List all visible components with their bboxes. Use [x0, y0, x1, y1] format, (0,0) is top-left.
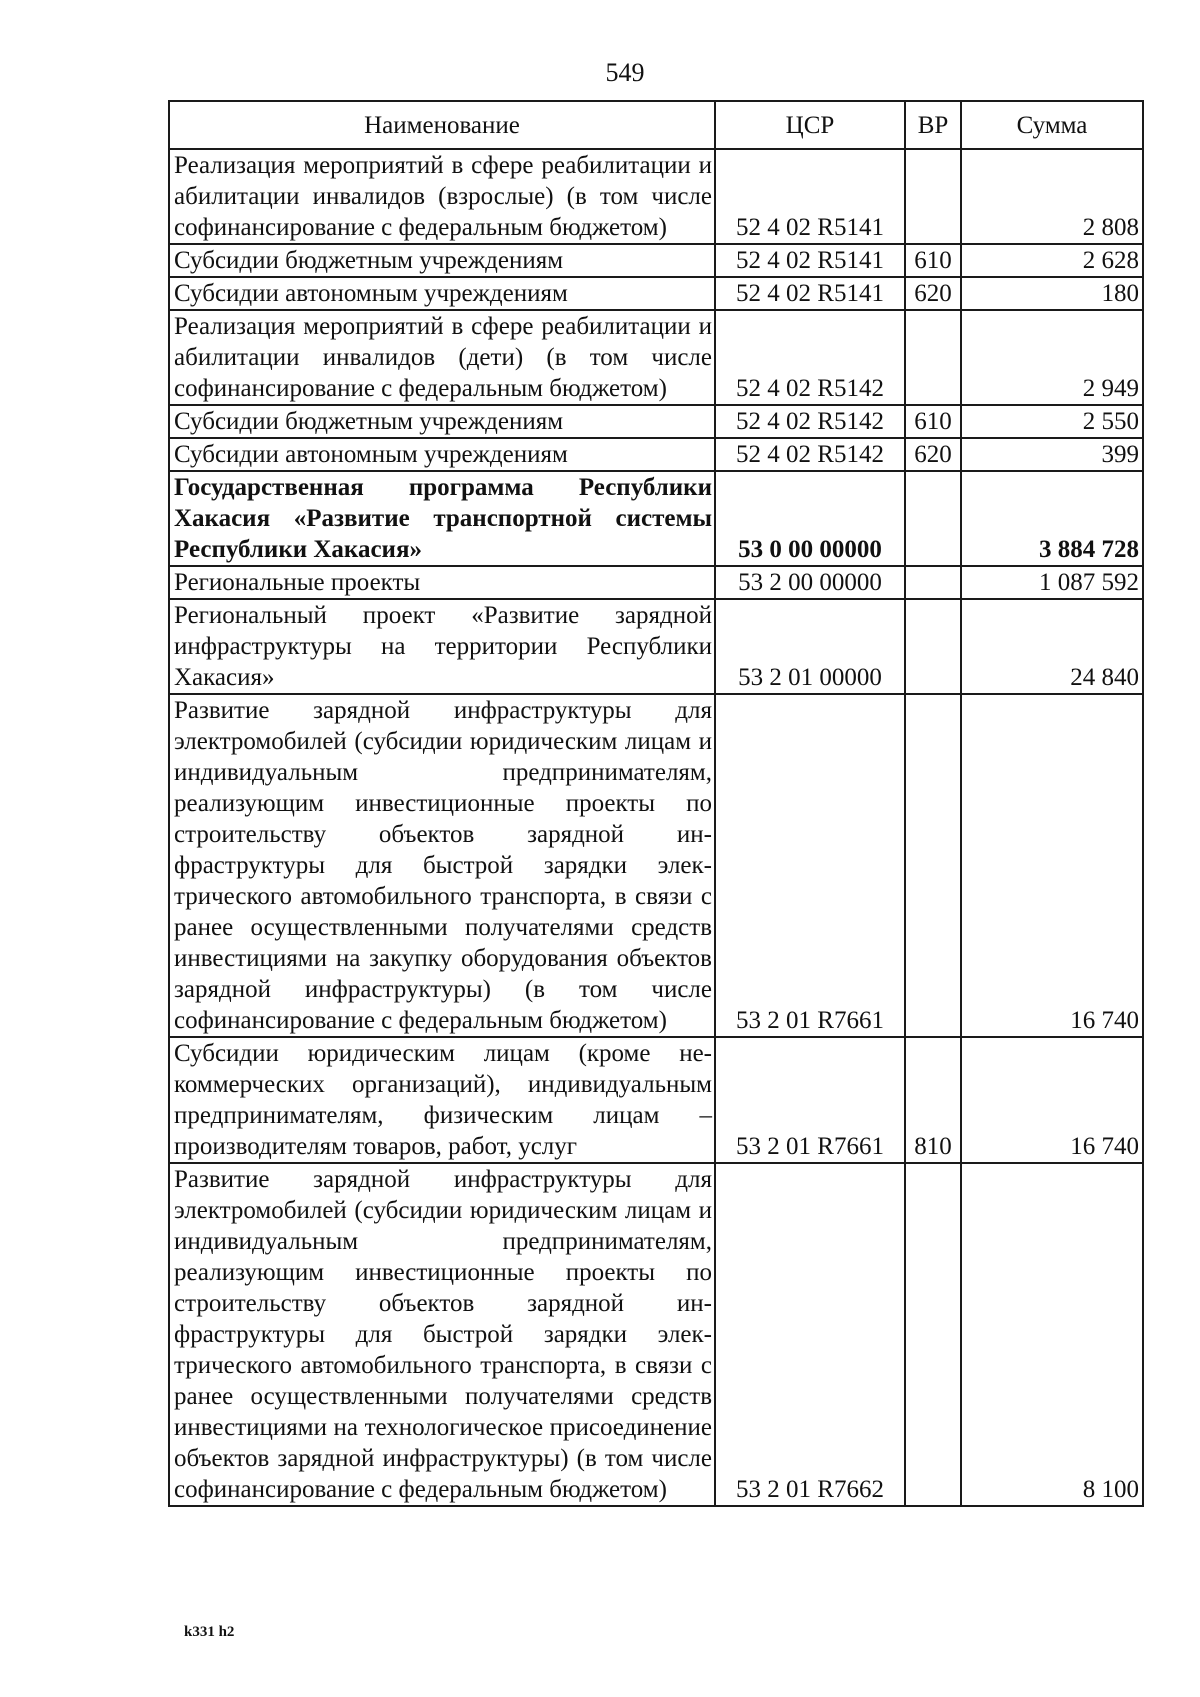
row-sum: 16 740	[961, 694, 1143, 1037]
row-csr: 53 2 01 R7661	[715, 1037, 905, 1163]
row-vr	[905, 310, 961, 405]
row-sum: 180	[961, 277, 1143, 310]
row-sum: 2 550	[961, 405, 1143, 438]
row-name: Субсидии бюджетным учреждениям	[169, 244, 715, 277]
row-vr: 620	[905, 438, 961, 471]
row-vr	[905, 566, 961, 599]
header-csr: ЦСР	[715, 101, 905, 149]
row-vr: 620	[905, 277, 961, 310]
table-row	[169, 277, 1143, 310]
table-row	[169, 310, 1143, 405]
row-name: Региональный проект «Развитие зарядной инфраструктуры на территории Республики Хакасия»	[169, 599, 715, 694]
table-row	[169, 405, 1143, 438]
row-sum: 24 840	[961, 599, 1143, 694]
budget-table	[168, 100, 1144, 1507]
header-vr: ВР	[905, 101, 961, 149]
row-name: Развитие зарядной инфраструктуры для электромобилей (субсидии юридическим лицам и индивидуальным предпринимателям, реализующим инвестиционные проекты по строительству объектов зарядной инфраструктуры для быстрой зарядки электрического автомобильного транспорта, в связи с ранее осуществленными получателями средств инвестициями на технологическое присоединение объектов зарядной инфраструктуры) (в том числе софинансирование с федеральным бюджетом)	[169, 1163, 715, 1506]
row-csr: 52 4 02 R5142	[715, 310, 905, 405]
row-sum: 3 884 728	[961, 471, 1143, 566]
row-csr: 53 2 01 00000	[715, 599, 905, 694]
header-sum: Сумма	[961, 101, 1143, 149]
page-number: 549	[605, 58, 645, 87]
row-vr	[905, 599, 961, 694]
row-name: Субсидии автономным учреждениям	[169, 438, 715, 471]
row-sum: 2 808	[961, 149, 1143, 244]
table-body	[169, 149, 1143, 1506]
row-sum: 8 100	[961, 1163, 1143, 1506]
row-vr	[905, 149, 961, 244]
row-csr: 53 2 00 00000	[715, 566, 905, 599]
row-csr: 53 0 00 00000	[715, 471, 905, 566]
footer-code: k331 h2	[184, 1624, 235, 1640]
row-sum: 16 740	[961, 1037, 1143, 1163]
row-vr	[905, 471, 961, 566]
row-csr: 52 4 02 R5142	[715, 405, 905, 438]
row-name: Региональные проекты	[169, 566, 715, 599]
row-sum: 399	[961, 438, 1143, 471]
row-name: Субсидии юридическим лицам (кроме некоммерческих организаций), индивидуальным предпринимателям, физическим лицам – производителям товаров, работ, услуг	[169, 1037, 715, 1163]
row-sum: 2 949	[961, 310, 1143, 405]
row-vr: 810	[905, 1037, 961, 1163]
table-row	[169, 599, 1143, 694]
row-name: Субсидии автономным учреждениям	[169, 277, 715, 310]
table-row	[169, 1037, 1143, 1163]
table-row	[169, 1163, 1143, 1506]
row-vr: 610	[905, 405, 961, 438]
table-row	[169, 244, 1143, 277]
row-sum: 2 628	[961, 244, 1143, 277]
row-name: Субсидии бюджетным учреждениям	[169, 405, 715, 438]
row-vr	[905, 694, 961, 1037]
row-csr: 52 4 02 R5141	[715, 149, 905, 244]
table-row	[169, 694, 1143, 1037]
row-sum: 1 087 592	[961, 566, 1143, 599]
table-row	[169, 149, 1143, 244]
row-name: Государственная программа Республики Хакасия «Развитие транспортной системы Республики Хакасия»	[169, 471, 715, 566]
table-row	[169, 438, 1143, 471]
row-name: Реализация мероприятий в сфере реабилитации и абилитации инвалидов (взрослые) (в том числе софинансирование с федеральным бюджетом)	[169, 149, 715, 244]
table-row	[169, 566, 1143, 599]
row-vr	[905, 1163, 961, 1506]
row-csr: 53 2 01 R7662	[715, 1163, 905, 1506]
row-csr: 52 4 02 R5141	[715, 277, 905, 310]
row-csr: 53 2 01 R7661	[715, 694, 905, 1037]
table-header-row	[169, 101, 1143, 149]
row-name: Развитие зарядной инфраструктуры для электромобилей (субсидии юридическим лицам и индивидуальным предпринимателям, реализующим инвестиционные проекты по строительству объектов зарядной инфраструктуры для быстрой зарядки электрического автомобильного транспорта, в связи с ранее осуществленными получателями средств инвестициями на закупку оборудования объектов зарядной инфраструктуры) (в том числе софинансирование с федеральным бюджетом)	[169, 694, 715, 1037]
table-row-program	[169, 471, 1143, 566]
row-csr: 52 4 02 R5141	[715, 244, 905, 277]
row-name: Реализация мероприятий в сфере реабилитации и абилитации инвалидов (дети) (в том числе софинансирование с федеральным бюджетом)	[169, 310, 715, 405]
row-csr: 52 4 02 R5142	[715, 438, 905, 471]
header-name: Наименование	[169, 101, 715, 149]
row-vr: 610	[905, 244, 961, 277]
